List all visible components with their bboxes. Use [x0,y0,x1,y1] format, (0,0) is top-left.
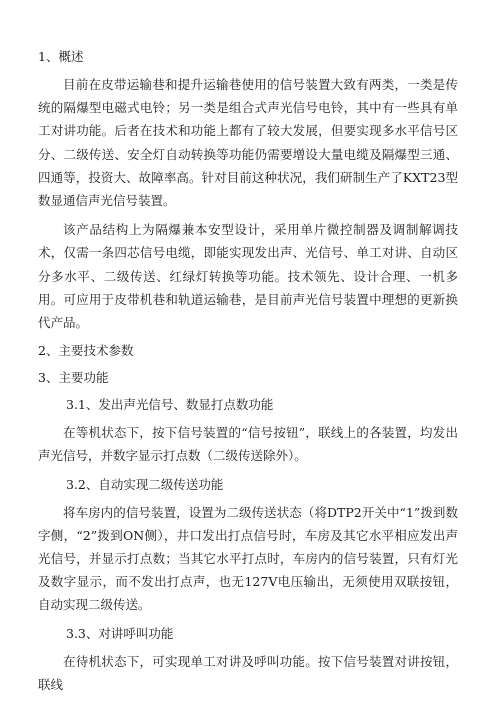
subsection-heading-3-1: 3.1、发出声光信号、数显打点数功能 [66,397,274,413]
section-heading-technical-parameters: 2、主要技术参数 [38,343,134,359]
paragraph-overview-2: 该产品结构上为隔爆兼本安型设计，采用单片微控制器及调制解调技术，仅需一条四芯信号电缆，即能实现发出声、光信号、单工对讲、自动区分多水平、二级传送、红绿灯转换等功能。技术领先、设计合理、一机多用。可应用于皮带机巷和轨道运输巷，是目前声光信号装置中理想的更新换代产品。 [38,222,458,331]
paragraph-3-3: 在待机状态下，可实现单工对讲及呼叫功能。按下信号装置对讲按钮，联线 [38,653,458,692]
paragraph-3-2: 将车房内的信号装置，设置为二级传送状态（将DTP2开关中“1”拨到数字侧，“2”拨到ON侧），井口发出打点信号时，车房及其它水平相应发出声光信号，并显示打点数；当其它水平打点时，车房内的信号装置，只有灯光及数字显示，而不发出打点声，也无127V电压输出，无须使用双联按钮，自动实现二级传送。 [38,504,458,613]
section-heading-main-functions: 3、主要功能 [38,370,109,386]
subsection-heading-3-3: 3.3、对讲呼叫功能 [66,625,174,641]
paragraph-3-1: 在等机状态下，按下信号装置的“信号按钮”，联线上的各装置，均发出声光信号，并数字显示打点数（二级传送除外）。 [38,425,458,464]
paragraph-overview-1: 目前在皮带运输巷和提升运输巷使用的信号装置大致有两类，一类是传统的隔爆型电磁式电铃；另一类是组合式声光信号电铃，其中有一些具有单工对讲功能。后者在技术和功能上都有了较大发展，但要实现多水平信号区分、二级传送、安全灯自动转换等功能仍需要增设大量电缆及隔爆型三通、四通等，投资大、故障率高。针对目前这种状况，我们研制生产了KXT23型数显通信声光信号装置。 [38,77,458,209]
document-page [38,46,458,700]
section-heading-overview: 1、概述 [38,49,84,64]
subsection-heading-3-2: 3.2、自动实现二级传送功能 [66,476,224,492]
